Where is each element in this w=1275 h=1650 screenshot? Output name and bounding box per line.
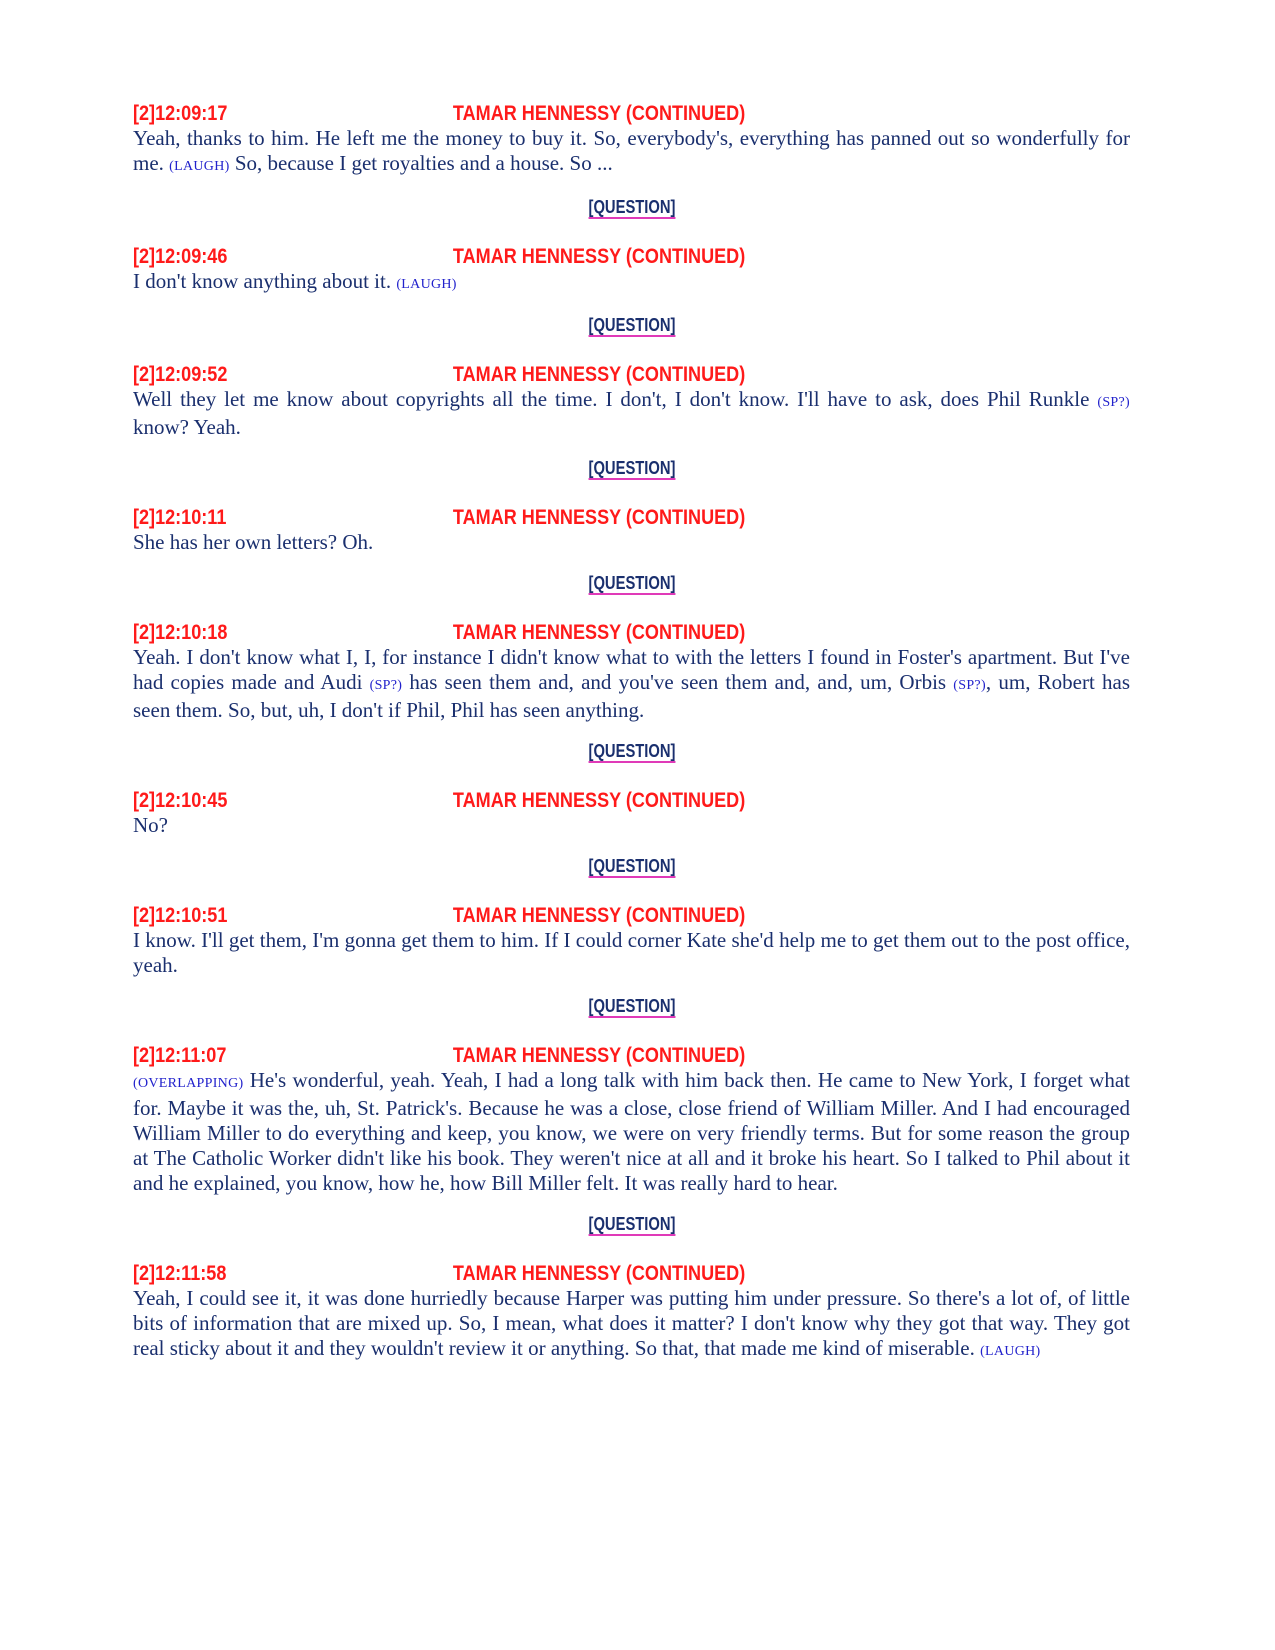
speech-text: So, because I get royalties and a house. So ... <box>229 151 613 175</box>
annotation-tag: (LAUGH) <box>169 159 230 174</box>
transcript-entry <box>133 361 1130 440</box>
entry-text <box>133 530 1130 555</box>
speech-text: Yeah, thanks to him. He left me the money to buy it. So, everybody's, everything has panned out so wonderfully for me. <box>133 126 1130 175</box>
speech-text: I know. I'll get them, I'm gonna get them to him. If I could corner Kate she'd help me to get them out to the post office, yeah. <box>133 928 1130 977</box>
speaker-name: TAMAR HENNESSY (CONTINUED) <box>452 621 746 644</box>
entry-header <box>133 1042 1131 1068</box>
timecode: [2]12:10:45 <box>133 789 228 812</box>
question-marker <box>133 573 1130 609</box>
speech-text: , um, Robert has seen them. So, but, uh, I don't if Phil, Phil has seen anything. <box>133 670 1130 722</box>
annotation-tag: (SP?) <box>1097 395 1130 410</box>
question-marker <box>133 741 1130 777</box>
speaker-name: TAMAR HENNESSY (CONTINUED) <box>452 789 746 812</box>
question-marker <box>133 996 1130 1032</box>
entry-text <box>133 126 1130 179</box>
entry-text <box>133 1286 1130 1364</box>
transcript-entry <box>133 243 1130 297</box>
transcript-entry <box>133 619 1130 723</box>
speaker-name: TAMAR HENNESSY (CONTINUED) <box>452 1044 746 1067</box>
entry-header <box>133 100 1131 126</box>
annotation-tag: (LAUGH) <box>396 277 457 292</box>
timecode: [2]12:10:51 <box>133 904 228 927</box>
annotation-tag: (OVERLAPPING) <box>133 1076 244 1091</box>
speaker-name: TAMAR HENNESSY (CONTINUED) <box>452 102 746 125</box>
timecode: [2]12:09:17 <box>133 102 228 125</box>
question-marker <box>133 315 1130 351</box>
speech-text: She has her own letters? Oh. <box>133 530 374 554</box>
entry-header <box>133 1260 1131 1286</box>
speaker-name: TAMAR HENNESSY (CONTINUED) <box>452 904 746 927</box>
question-label: [QUESTION] <box>588 315 675 335</box>
entry-header <box>133 361 1131 387</box>
speech-text: Yeah. I don't know what I, I, for instance I didn't know what to with the letters I found in Foster's apartment. But I've had copies made and Audi <box>133 645 1130 694</box>
entry-text <box>133 645 1130 723</box>
entry-text <box>133 813 1130 838</box>
timecode: [2]12:11:07 <box>133 1044 227 1067</box>
transcript-entry <box>133 1260 1130 1364</box>
speaker-name: TAMAR HENNESSY (CONTINUED) <box>452 245 746 268</box>
transcript-page <box>133 100 1130 1364</box>
entry-header <box>133 787 1131 813</box>
question-marker <box>133 458 1130 494</box>
speaker-name: TAMAR HENNESSY (CONTINUED) <box>452 506 746 529</box>
question-label: [QUESTION] <box>588 741 675 761</box>
timecode: [2]12:11:58 <box>133 1262 227 1285</box>
annotation-tag: (SP?) <box>953 678 986 693</box>
question-label: [QUESTION] <box>588 197 675 217</box>
annotation-tag: (LAUGH) <box>980 1344 1041 1359</box>
transcript-entry <box>133 504 1130 555</box>
speaker-name: TAMAR HENNESSY (CONTINUED) <box>452 363 746 386</box>
question-label: [QUESTION] <box>588 856 675 876</box>
entry-text <box>133 387 1130 440</box>
speech-text: Yeah, I could see it, it was done hurriedly because Harper was putting him under pressure. So there's a lot of, of little bits of information that are mixed up. So, I mean, what does it matter? I don't know why they got that way. They got real sticky about it and they wouldn't review it or anything. So that, that made me kind of miserable. <box>133 1286 1130 1360</box>
question-marker <box>133 1214 1130 1250</box>
entry-header <box>133 902 1131 928</box>
speech-text: No? <box>133 813 168 837</box>
speech-text: know? Yeah. <box>133 415 241 439</box>
entry-header <box>133 243 1131 269</box>
question-label: [QUESTION] <box>588 996 675 1016</box>
speech-text: Well they let me know about copyrights all the time. I don't, I don't know. I'll have to ask, does Phil Runkle <box>133 387 1098 411</box>
question-marker <box>133 197 1130 233</box>
timecode: [2]12:09:46 <box>133 245 228 268</box>
speech-text: I don't know anything about it. <box>133 269 397 293</box>
timecode: [2]12:10:11 <box>133 506 227 529</box>
speech-text: has seen them and, and you've seen them and, and, um, Orbis <box>402 670 954 694</box>
transcript-entry <box>133 902 1130 978</box>
speaker-name: TAMAR HENNESSY (CONTINUED) <box>452 1262 746 1285</box>
transcript-entry <box>133 1042 1130 1196</box>
speech-text: He's wonderful, yeah. Yeah, I had a long talk with him back then. He came to New York, I forget what for. Maybe it was the, uh, St. Patrick's. Because he was a close, close friend of William Miller. And I had encouraged William Miller to do everything and keep, you know, we were on very friendly terms. But for some reason the group at The Catholic Worker didn't like his book. They weren't nice at all and it broke his heart. So I talked to Phil about it and he explained, you know, how he, how Bill Miller felt. It was really hard to hear. <box>133 1068 1130 1195</box>
timecode: [2]12:09:52 <box>133 363 228 386</box>
transcript-entry <box>133 787 1130 838</box>
entry-header <box>133 619 1131 645</box>
question-marker <box>133 856 1130 892</box>
question-label: [QUESTION] <box>588 458 675 478</box>
entry-header <box>133 504 1131 530</box>
entry-text <box>133 269 1130 297</box>
entry-text <box>133 928 1130 978</box>
question-label: [QUESTION] <box>588 1214 675 1234</box>
timecode: [2]12:10:18 <box>133 621 228 644</box>
transcript-entry <box>133 100 1130 179</box>
annotation-tag: (SP?) <box>369 678 403 693</box>
entry-text <box>133 1068 1130 1196</box>
question-label: [QUESTION] <box>588 573 675 593</box>
